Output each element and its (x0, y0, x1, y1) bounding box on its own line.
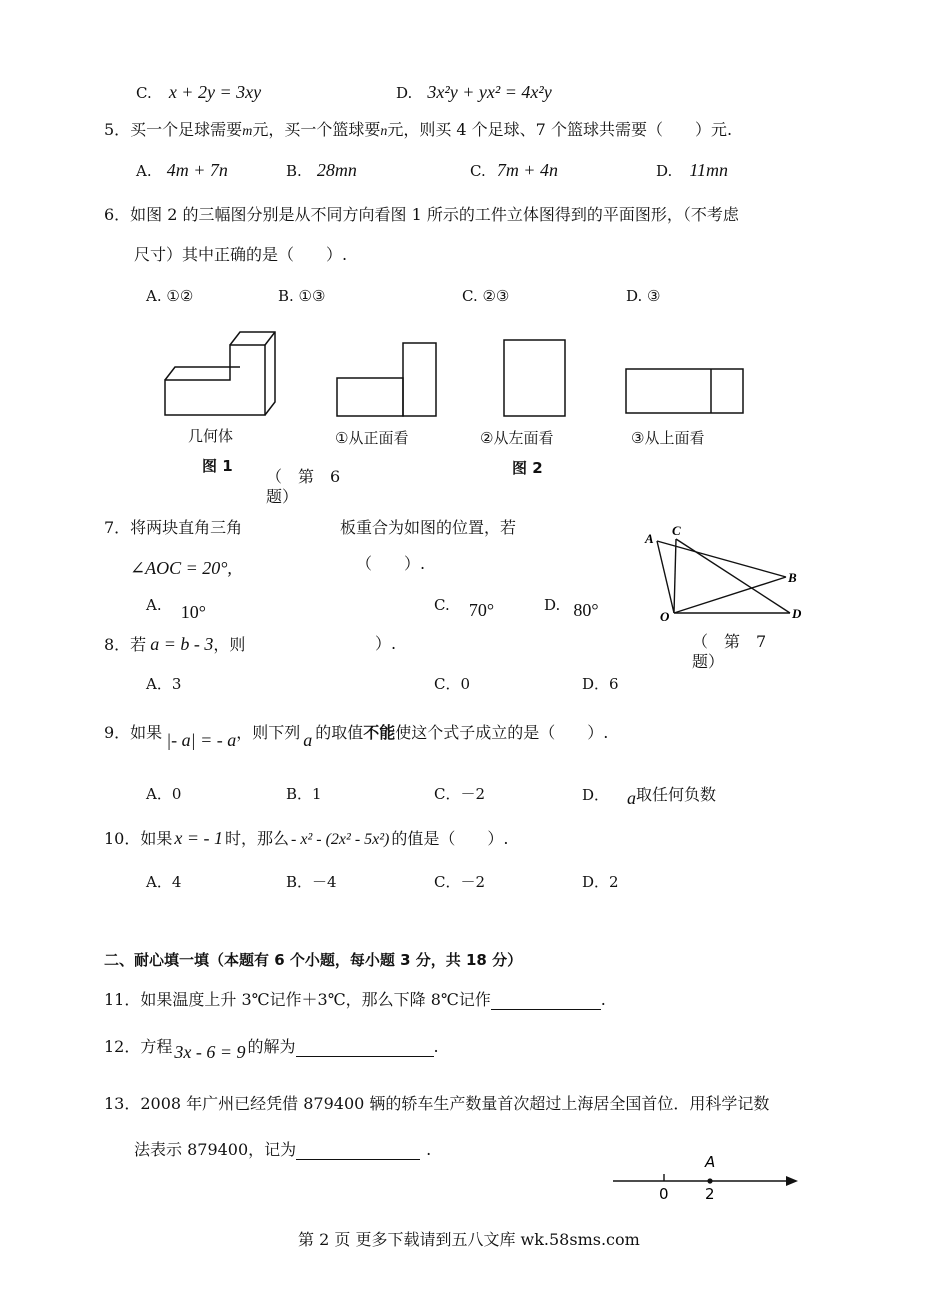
segment-OB (674, 577, 786, 613)
question-7-angle: ∠AOC = 20°, (130, 558, 232, 578)
q7-option-d (544, 594, 599, 620)
question-text: 12．方程 (104, 1037, 173, 1056)
question-7-line-1b: 板重合为如图的位置，若 (340, 518, 517, 537)
option-value: 80° (573, 600, 599, 620)
segment-CO (674, 539, 676, 613)
question-expression: 3x - 6 = 9 (174, 1042, 246, 1062)
question-text: . (426, 1140, 432, 1159)
option-label: D. (396, 84, 413, 102)
question-expression: |- a| = - a (166, 730, 237, 750)
option-expression: 11mn (689, 160, 729, 180)
fig-label-solid: 几何体 (188, 427, 234, 445)
question-6-line-1: 6．如图 2 的三幅图分别是从不同方向看图 1 所示的工件立体图得到的平面图形，（不考虑 (104, 205, 739, 224)
tick-label-zero: 0 (659, 1185, 669, 1203)
question-6-line-2: 尺寸）其中正确的是（ ）. (134, 245, 348, 264)
q10-option-d: D．2 (582, 873, 619, 891)
answer-blank[interactable] (296, 1143, 420, 1160)
option-expression: 7m + 4n (496, 160, 558, 180)
figure-1-caption: 图 1 (202, 457, 233, 475)
q4-option-d (396, 82, 552, 103)
question-text: 时，那么 (225, 829, 290, 848)
question-text: ，则下列 (236, 723, 301, 742)
question-text: 8．若 (104, 635, 147, 654)
q8-option-c: C．0 (434, 675, 471, 693)
q9-option-a: A．0 (146, 785, 182, 803)
question-expression: a = b - 3 (150, 634, 214, 654)
point-label-B: B (788, 570, 797, 585)
q9-option-b: B．1 (286, 785, 322, 803)
q7-figure (640, 520, 815, 625)
option-label: B. (286, 162, 302, 180)
question-text: 的取值 (315, 723, 364, 742)
q6-option-a: A. ①② (146, 287, 194, 305)
question-text: 元，买一个篮球要 (252, 120, 381, 139)
q7-option-c (434, 594, 495, 620)
q7-caption-b: 题） (692, 652, 725, 671)
emphasis-text: 不能 (363, 723, 396, 742)
q6-figure-solid (160, 325, 285, 420)
segment-CD (676, 539, 790, 613)
solid-front-face (165, 345, 265, 415)
figure-2-caption: 图 2 (512, 459, 543, 477)
option-expression: 4m + 7n (166, 160, 228, 180)
question-text: 的解为 (247, 1037, 296, 1056)
front-low-block (337, 378, 403, 416)
option-value: 10° (180, 602, 206, 622)
question-text: 法表示 879400，记为 (134, 1140, 297, 1159)
q6-option-d: D. ③ (626, 287, 661, 305)
q8-option-d: D．6 (582, 675, 619, 693)
variable: n (380, 124, 388, 139)
q6-caption-b: 题） (266, 487, 299, 506)
q7-option-a (146, 594, 206, 622)
arrow-head-icon (786, 1176, 798, 1186)
question-12 (104, 1036, 439, 1062)
option-label: D. (656, 162, 673, 180)
solid-top-edge (165, 367, 230, 380)
option-expression: x + 2y = 3xy (168, 82, 262, 102)
q8-option-a: A．3 (146, 675, 182, 693)
fig-label-left: ②从左面看 (480, 429, 554, 447)
option-label: C. (434, 596, 450, 614)
question-text: 元，则买 4 个足球、7 个篮球共需要（ ）元. (387, 120, 733, 139)
option-expression: 28mn (316, 160, 357, 180)
top-view-rect (626, 369, 743, 413)
front-high-block (403, 343, 436, 416)
question-9 (104, 722, 609, 750)
question-13-line-2 (134, 1140, 431, 1160)
question-10 (104, 828, 508, 850)
section-2-title: 二、耐心填一填（本题有 6 个小题，每小题 3 分，共 18 分） (104, 951, 523, 969)
fig-label-front: ①从正面看 (335, 429, 409, 447)
point-label: A (705, 1153, 716, 1171)
variable: a (303, 730, 313, 750)
question-text: . (433, 1037, 439, 1056)
q6-figure-left (502, 338, 568, 420)
question-5 (104, 120, 732, 142)
solid-corner-edge (265, 332, 275, 345)
fig-label-top: ③从上面看 (631, 429, 705, 447)
question-7-line-2b: （ ）. (356, 554, 426, 573)
point-label-O: O (660, 609, 670, 624)
question-text: ，则 (213, 635, 246, 654)
q6-option-b: B. ①③ (278, 287, 326, 305)
q5-option-c (470, 160, 558, 181)
q6-figure-front (335, 340, 440, 420)
option-label: D． (582, 786, 610, 804)
page-footer: 第 2 页 更多下载请到五八文库 wk.58sms.com (298, 1230, 640, 1249)
option-text: 取任何负数 (636, 785, 717, 804)
question-11 (104, 990, 606, 1010)
q10-option-b: B．－4 (286, 873, 337, 891)
answer-blank[interactable] (296, 1040, 434, 1057)
q6-caption-a: （ 第 6 (266, 467, 341, 486)
question-8 (104, 634, 245, 655)
question-expression: x = - 1 (174, 828, 224, 848)
option-expression: 3x²y + yx² = 4x²y (427, 82, 552, 102)
q7-caption-a: （ 第 7 (692, 632, 767, 651)
question-text: 9．如果 (104, 723, 163, 742)
question-text: 11．如果温度上升 3℃记作＋3℃，那么下降 8℃记作 (104, 990, 491, 1009)
question-text: 5．买一个足球需要 (104, 120, 243, 139)
tick-label-two: 2 (705, 1185, 715, 1203)
q9-option-d (582, 784, 717, 808)
option-label: C. (136, 84, 152, 102)
answer-blank[interactable] (491, 993, 601, 1010)
q5-option-a (136, 160, 228, 181)
point-label-A: A (645, 531, 654, 546)
q9-option-c: C．－2 (434, 785, 486, 803)
question-text: 10．如果 (104, 829, 173, 848)
number-line (608, 1150, 803, 1205)
q4-option-c (136, 82, 261, 103)
question-text: 的值是（ ）. (391, 829, 509, 848)
question-7-line-1a: 7．将两块直角三角 (104, 518, 243, 537)
question-13-line-1: 13．2008 年广州已经凭借 879400 辆的轿车生产数量首次超过上海居全国首位．用科学记数 (104, 1094, 770, 1113)
segment-AO (657, 541, 674, 613)
left-view-rect (504, 340, 565, 416)
q6-figure-top (624, 367, 746, 417)
point-marker (707, 1178, 712, 1183)
q5-option-b (286, 160, 357, 181)
q10-option-c: C．－2 (434, 873, 486, 891)
option-label: D. (544, 596, 561, 614)
question-expression: - x² - (2x² - 5x²) (291, 831, 390, 848)
option-label: C. (470, 162, 486, 180)
question-8-end: ）. (375, 634, 397, 653)
option-value: 70° (468, 600, 495, 620)
q6-option-c: C. ②③ (462, 287, 510, 305)
variable: a (627, 788, 637, 808)
point-label-D: D (792, 606, 802, 621)
option-label: A. (146, 596, 162, 614)
q10-option-a: A．4 (146, 873, 182, 891)
question-text: 使这个式子成立的是（ ）. (395, 723, 609, 742)
option-label: A. (136, 162, 152, 180)
question-text: . (600, 990, 606, 1009)
variable: m (242, 124, 253, 139)
q5-option-d (656, 160, 728, 181)
point-label-C: C (672, 523, 681, 538)
